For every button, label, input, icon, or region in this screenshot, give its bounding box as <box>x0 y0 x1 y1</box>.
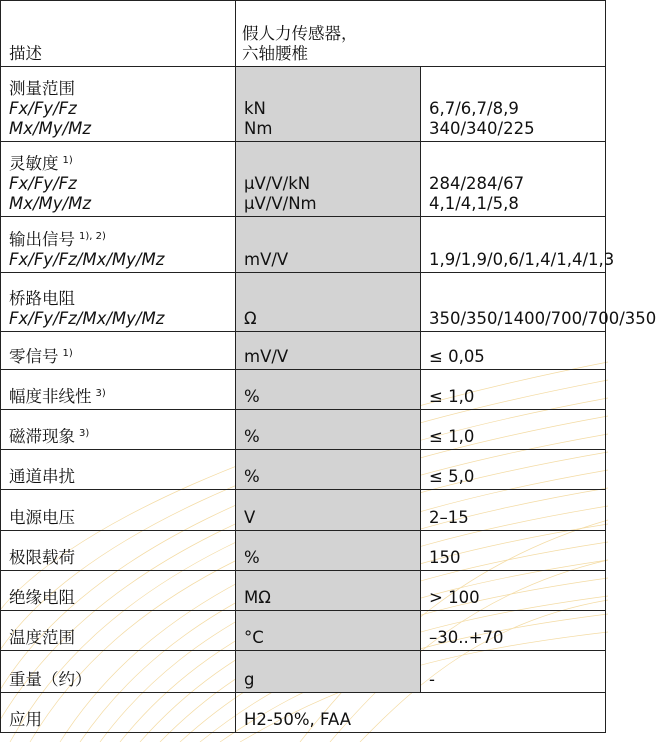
row-unit: V <box>236 490 421 531</box>
row-label: 电源电压 <box>1 490 236 531</box>
row-sub-label: Mx/My/Mz <box>9 194 92 213</box>
row-sub-label: Fx/Fy/Fz <box>9 174 77 193</box>
row-value: 340/340/225 <box>429 119 535 138</box>
description-value-line2: 六轴腰椎 <box>242 44 308 63</box>
table-row <box>1 67 606 142</box>
row-label-cell <box>1 217 236 273</box>
table-row <box>1 273 606 332</box>
row-unit: µV/V/Nm <box>244 194 317 213</box>
row-label-cell <box>1 370 236 410</box>
row-unit: °C <box>236 611 421 651</box>
row-label: 重量（约） <box>1 651 236 693</box>
table-row <box>1 370 606 410</box>
row-unit: mV/V <box>236 217 421 273</box>
row-label: 桥路电阻 <box>9 289 75 308</box>
row-sub-label: Fx/Fy/Fz/Mx/My/Mz <box>9 250 165 269</box>
row-value: ≤ 5,0 <box>421 450 606 490</box>
table-row-description <box>1 1 606 67</box>
row-label-cell <box>1 273 236 332</box>
row-label-cell <box>1 67 236 142</box>
row-value: ≤ 0,05 <box>421 332 606 370</box>
row-sub-label: Fx/Fy/Fz <box>9 99 77 118</box>
table-row <box>1 651 606 693</box>
row-unit: MΩ <box>236 571 421 611</box>
row-value: 150 <box>421 531 606 571</box>
row-unit: % <box>236 450 421 490</box>
row-label-cell <box>1 410 236 450</box>
row-value: 4,1/4,1/5,8 <box>429 194 519 213</box>
table-row <box>1 450 606 490</box>
row-unit: kN <box>244 99 266 118</box>
row-value-cell <box>421 67 606 142</box>
footnote-ref: 1) <box>62 154 73 166</box>
row-sub-label: Fx/Fy/Fz/Mx/My/Mz <box>9 309 165 328</box>
row-label: 极限载荷 <box>1 531 236 571</box>
row-unit: Nm <box>244 119 273 138</box>
row-label-cell <box>1 332 236 370</box>
row-label: 磁滞现象 <box>9 427 75 446</box>
row-value: ≤ 1,0 <box>421 410 606 450</box>
row-label: 绝缘电阻 <box>1 571 236 611</box>
application-label: 应用 <box>1 693 236 733</box>
row-unit: % <box>236 410 421 450</box>
row-value: > 100 <box>421 571 606 611</box>
row-value: 6,7/6,7/8,9 <box>429 99 519 118</box>
footnote-ref: 3) <box>95 387 106 399</box>
footnote-ref: 1) <box>62 347 73 359</box>
row-unit: mV/V <box>236 332 421 370</box>
row-value: - <box>421 651 606 693</box>
description-value <box>236 1 606 67</box>
row-sub-label: Mx/My/Mz <box>9 119 92 138</box>
footnote-ref: 3) <box>79 427 90 439</box>
row-value: –30..+70 <box>421 611 606 651</box>
table-row <box>1 531 606 571</box>
table-row <box>1 611 606 651</box>
row-unit: µV/V/kN <box>244 174 311 193</box>
description-value-line1: 假人力传感器， <box>242 24 358 43</box>
row-value-cell <box>421 142 606 217</box>
row-value: ≤ 1,0 <box>421 370 606 410</box>
row-label: 测量范围 <box>9 79 75 98</box>
row-unit: g <box>236 651 421 693</box>
row-label: 输出信号 <box>9 230 75 249</box>
application-value: H2-50%, FAA <box>236 693 606 733</box>
row-unit-cell <box>236 142 421 217</box>
row-label: 通道串扰 <box>1 450 236 490</box>
row-value: 2–15 <box>421 490 606 531</box>
row-unit: % <box>236 531 421 571</box>
table-row <box>1 410 606 450</box>
table-row <box>1 571 606 611</box>
row-value: 350/350/1400/700/700/350 <box>421 273 606 332</box>
description-label: 描述 <box>1 1 236 67</box>
table-row <box>1 490 606 531</box>
row-label: 幅度非线性 <box>9 387 92 406</box>
footnote-ref: 1), 2) <box>79 230 106 242</box>
row-label: 零信号 <box>9 347 59 366</box>
row-unit-cell <box>236 67 421 142</box>
row-label-cell <box>1 142 236 217</box>
row-value: 284/284/67 <box>429 174 525 193</box>
row-value: 1,9/1,9/0,6/1,4/1,4/1,3 <box>421 217 606 273</box>
row-unit: % <box>236 370 421 410</box>
row-label: 灵敏度 <box>9 154 59 173</box>
table-row-application <box>1 693 606 733</box>
row-unit: Ω <box>236 273 421 332</box>
row-label: 温度范围 <box>1 611 236 651</box>
table-row <box>1 142 606 217</box>
table-row <box>1 217 606 273</box>
table-row <box>1 332 606 370</box>
